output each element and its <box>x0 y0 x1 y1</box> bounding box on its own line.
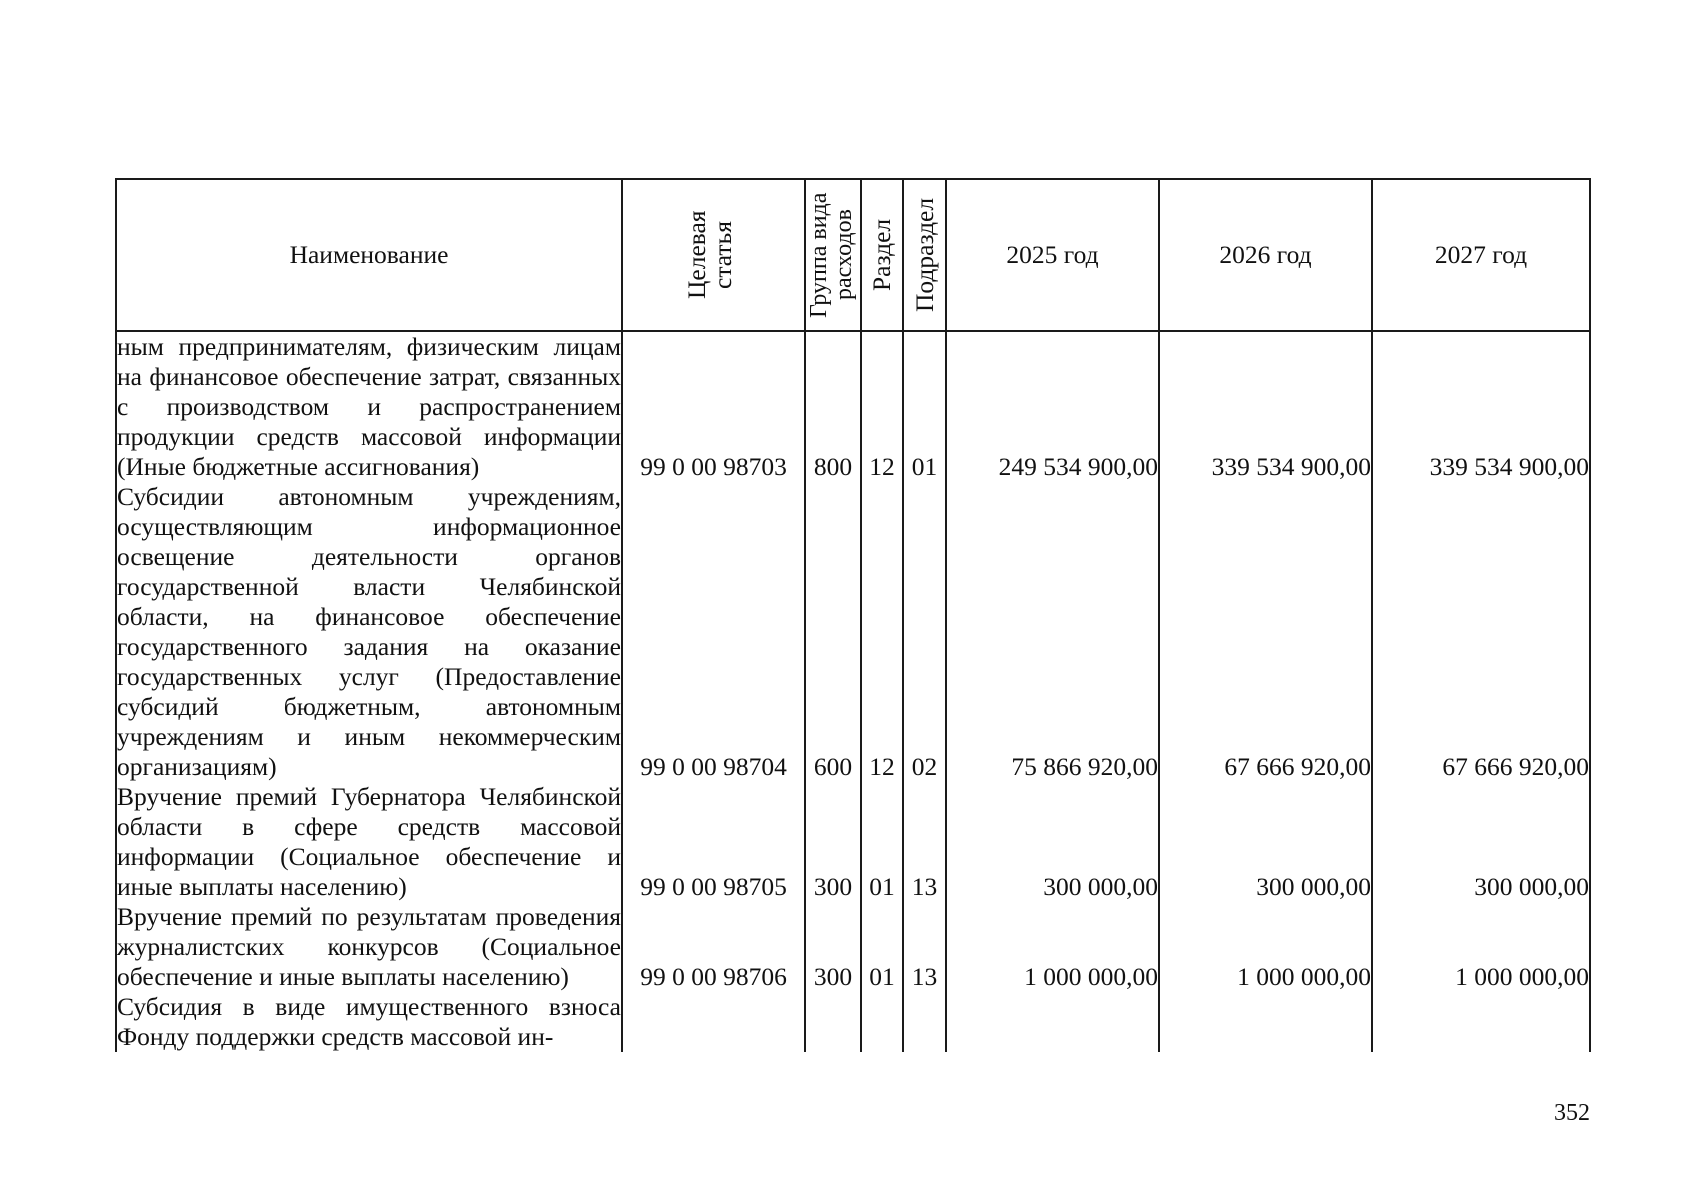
row-amount-2025: 75 866 920,00 <box>946 482 1159 782</box>
row-name: Вручение премий Губернатора Челябинской области в сфере средств массовой информации (Социальное обеспечение и иные выплаты населению) <box>117 782 621 901</box>
row-amount-2025 <box>946 992 1159 1052</box>
row-amount-2026: 1 000 000,00 <box>1159 902 1372 992</box>
row-amount-2025: 1 000 000,00 <box>946 902 1159 992</box>
row-target-article: 99 0 00 98705 <box>622 782 805 902</box>
row-amount-2027: 339 534 900,00 <box>1372 331 1590 482</box>
row-subsection: 13 <box>903 902 946 992</box>
row-target-article: 99 0 00 98706 <box>622 902 805 992</box>
row-amount-2027: 1 000 000,00 <box>1372 902 1590 992</box>
header-2027: 2027 год <box>1372 179 1590 331</box>
row-subsection: 02 <box>903 482 946 782</box>
row-name: ным предпринимателям, физическим лицам на финансовое обеспечение затрат, связанных с производством и распространением продукции средств массовой информации (Иные бюджетные ассигнования) <box>117 332 621 481</box>
row-amount-2027: 300 000,00 <box>1372 782 1590 902</box>
row-amount-2026: 67 666 920,00 <box>1159 482 1372 782</box>
row-expense-group <box>805 992 861 1052</box>
row-subsection: 01 <box>903 331 946 482</box>
row-expense-group: 300 <box>805 782 861 902</box>
row-amount-2027: 67 666 920,00 <box>1372 482 1590 782</box>
header-target-article: Целевая статья <box>622 179 805 331</box>
header-section: Раздел <box>861 179 903 331</box>
row-expense-group: 300 <box>805 902 861 992</box>
page-number: 352 <box>1554 1100 1590 1126</box>
row-name: Вручение премий по результатам проведения журналистских конкурсов (Социальное обеспечение и иные выплаты населению) <box>117 902 621 991</box>
header-2025: 2025 год <box>946 179 1159 331</box>
row-subsection <box>903 992 946 1052</box>
row-section: 01 <box>861 902 903 992</box>
row-target-article: 99 0 00 98704 <box>622 482 805 782</box>
header-name: Наименование <box>116 179 622 331</box>
row-section <box>861 992 903 1052</box>
row-amount-2026: 339 534 900,00 <box>1159 331 1372 482</box>
row-amount-2026 <box>1159 992 1372 1052</box>
row-amount-2026: 300 000,00 <box>1159 782 1372 902</box>
row-expense-group: 800 <box>805 331 861 482</box>
table-header-row <box>116 179 1590 331</box>
header-2026: 2026 год <box>1159 179 1372 331</box>
table-row <box>116 992 1590 1052</box>
row-target-article: 99 0 00 98703 <box>622 331 805 482</box>
row-name: Субсидия в виде имущественного взноса Фонду поддержки средств массовой ин- <box>117 992 621 1051</box>
header-expense-group: Группа вида расходов <box>805 179 861 331</box>
row-subsection: 13 <box>903 782 946 902</box>
table-row <box>116 782 1590 902</box>
row-section: 01 <box>861 782 903 902</box>
row-amount-2027 <box>1372 992 1590 1052</box>
row-amount-2025: 249 534 900,00 <box>946 331 1159 482</box>
row-amount-2025: 300 000,00 <box>946 782 1159 902</box>
row-section: 12 <box>861 482 903 782</box>
row-expense-group: 600 <box>805 482 861 782</box>
row-target-article <box>622 992 805 1052</box>
row-name: Субсидии автономным учреждениям, осуществляющим информационное освещение деятельности органов государственной власти Челябинской области, на финансовое обеспечение государственного задания на оказание государственных услуг (Предоставление субсидий бюджетным, автономным учреждениям и иным некоммерческим организациям) <box>117 482 621 781</box>
table-row <box>116 482 1590 782</box>
header-subsection: Подраздел <box>903 179 946 331</box>
budget-table <box>115 178 1591 1052</box>
table-row <box>116 902 1590 992</box>
row-section: 12 <box>861 331 903 482</box>
table-row <box>116 331 1590 482</box>
